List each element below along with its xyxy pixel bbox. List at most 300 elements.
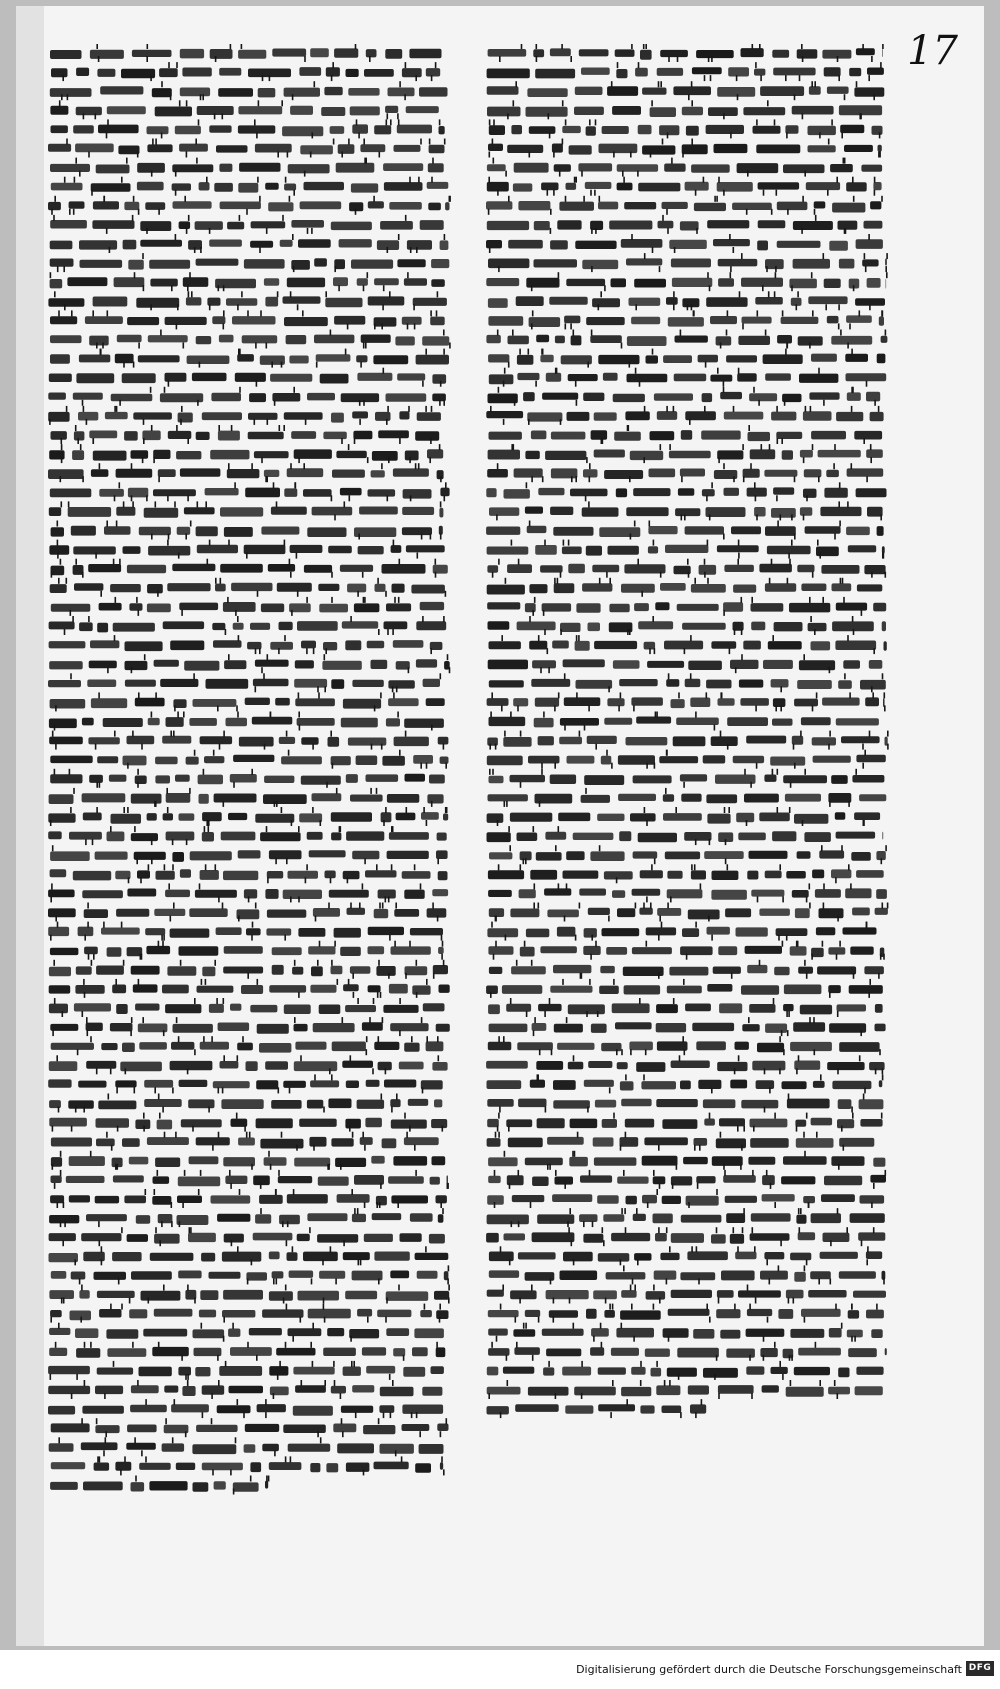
script-word (49, 794, 74, 804)
script-word (48, 298, 84, 307)
script-word (391, 545, 402, 553)
script-stroke (591, 266, 593, 272)
script-stroke (777, 438, 779, 444)
script-stroke (140, 954, 142, 960)
script-stroke (435, 559, 437, 565)
script-line (487, 463, 883, 482)
script-stroke (687, 559, 689, 565)
script-word (192, 373, 227, 381)
script-stroke (851, 349, 853, 355)
script-line (50, 941, 444, 960)
script-word (71, 526, 96, 536)
script-stroke (851, 463, 853, 469)
script-word (660, 583, 686, 591)
script-stroke (695, 922, 697, 928)
script-stroke (864, 750, 866, 756)
script-line (488, 1036, 881, 1055)
script-stroke (704, 572, 706, 578)
script-stroke (841, 1126, 843, 1132)
script-word (48, 202, 61, 210)
script-word (179, 603, 218, 611)
script-word (162, 985, 189, 994)
script-stroke (228, 463, 230, 469)
script-line (489, 845, 887, 864)
script-word (553, 527, 593, 536)
script-word (708, 107, 738, 116)
script-stroke (818, 368, 820, 374)
script-word (517, 373, 539, 380)
script-stroke (60, 1221, 62, 1227)
script-stroke (441, 935, 443, 941)
script-word (690, 1404, 706, 1413)
script-stroke (844, 673, 846, 679)
script-stroke (509, 1183, 511, 1189)
script-word (255, 814, 294, 823)
script-stroke (565, 196, 567, 202)
script-stroke (678, 1374, 680, 1380)
script-word (241, 985, 263, 994)
script-word (583, 469, 598, 477)
script-stroke (625, 1132, 627, 1138)
script-stroke (660, 81, 662, 87)
script-stroke (162, 941, 164, 947)
script-word (667, 1368, 697, 1377)
script-word (192, 1444, 236, 1454)
script-line (487, 1399, 707, 1418)
script-stroke (643, 44, 645, 49)
script-stroke (99, 1240, 101, 1246)
script-stroke (407, 323, 409, 329)
script-word (532, 1177, 549, 1187)
script-stroke (334, 941, 336, 947)
script-stroke (274, 1450, 276, 1456)
script-word (536, 1061, 563, 1070)
script-word (487, 547, 529, 555)
script-word (216, 927, 242, 935)
script-word (165, 890, 190, 898)
script-word (50, 1310, 62, 1317)
script-word (374, 1462, 409, 1470)
script-word (831, 1156, 864, 1166)
script-stroke (161, 81, 163, 87)
script-word (307, 527, 346, 537)
script-stroke (312, 132, 314, 138)
script-word (617, 1062, 628, 1069)
script-stroke (854, 1336, 856, 1342)
script-stroke (218, 425, 220, 431)
script-stroke (373, 196, 375, 202)
script-word (487, 813, 504, 823)
script-word (431, 279, 445, 287)
script-word (487, 1138, 501, 1147)
script-stroke (787, 209, 789, 215)
script-stroke (570, 323, 572, 329)
script-line (488, 310, 884, 329)
script-stroke (839, 521, 841, 527)
script-word (48, 412, 69, 422)
script-stroke (312, 807, 314, 813)
script-word (385, 106, 398, 113)
script-word (275, 698, 290, 706)
script-stroke (532, 610, 534, 616)
script-stroke (99, 782, 101, 788)
script-word (586, 317, 625, 325)
script-stroke (208, 1107, 210, 1113)
script-stroke (102, 343, 104, 349)
script-word (51, 1423, 90, 1432)
script-stroke (680, 1412, 682, 1418)
script-stroke (528, 419, 530, 425)
script-word (199, 1310, 216, 1318)
script-stroke (50, 896, 52, 902)
script-stroke (880, 954, 882, 960)
script-stroke (763, 1336, 765, 1342)
script-stroke (659, 1183, 661, 1189)
script-line (50, 330, 451, 349)
script-stroke (246, 209, 248, 215)
script-line (49, 1113, 447, 1132)
script-word (696, 1176, 715, 1183)
script-stroke (547, 648, 549, 654)
script-word (410, 1213, 433, 1221)
script-stroke (256, 381, 258, 387)
script-word (526, 107, 568, 117)
script-word (366, 1080, 380, 1087)
script-stroke (399, 750, 401, 756)
script-word (794, 1061, 820, 1070)
script-word (659, 756, 698, 763)
script-word (71, 1272, 86, 1280)
script-stroke (627, 425, 629, 431)
script-stroke (362, 572, 364, 578)
script-stroke (381, 323, 383, 329)
script-word (579, 49, 609, 56)
script-stroke (154, 1087, 156, 1093)
script-word (604, 871, 633, 879)
script-stroke (58, 1323, 60, 1329)
script-word (250, 1005, 277, 1013)
script-stroke (172, 839, 174, 845)
script-stroke (79, 171, 81, 177)
script-word (365, 1118, 382, 1127)
script-stroke (310, 1342, 312, 1348)
script-word (366, 1366, 395, 1374)
script-stroke (843, 597, 845, 603)
text-column-right (484, 44, 896, 1514)
script-stroke (119, 400, 121, 406)
script-stroke (87, 1030, 89, 1036)
script-word (432, 1062, 447, 1071)
script-word (134, 852, 166, 860)
script-stroke (738, 368, 740, 374)
script-stroke (170, 94, 172, 100)
script-stroke (576, 400, 578, 406)
script-stroke (60, 476, 62, 482)
script-word (120, 1062, 162, 1072)
script-word (489, 717, 526, 726)
script-word (358, 546, 384, 554)
script-stroke (524, 941, 526, 947)
script-stroke (588, 705, 590, 711)
script-stroke (509, 1259, 511, 1265)
script-word (340, 947, 361, 956)
script-stroke (337, 979, 339, 985)
script-word (131, 1482, 145, 1491)
script-word (706, 794, 737, 803)
script-line (48, 196, 451, 215)
script-stroke (640, 1380, 642, 1386)
script-line (50, 349, 449, 368)
script-stroke (784, 400, 786, 406)
script-stroke (349, 1126, 351, 1132)
script-stroke (290, 572, 292, 578)
script-stroke (700, 883, 702, 889)
script-stroke (311, 228, 313, 234)
script-word (649, 469, 676, 478)
script-word (345, 1291, 377, 1299)
script-word (671, 1233, 704, 1243)
script-word (727, 717, 768, 726)
script-word (579, 1214, 597, 1222)
script-word (299, 813, 322, 822)
script-stroke (620, 1259, 622, 1265)
script-stroke (447, 1183, 449, 1189)
script-word (188, 1233, 216, 1242)
script-stroke (723, 610, 725, 616)
script-word (88, 564, 121, 572)
script-stroke (668, 1336, 670, 1342)
script-stroke (515, 81, 517, 87)
script-stroke (879, 1049, 881, 1055)
script-stroke (823, 400, 825, 406)
script-stroke (286, 731, 288, 737)
script-stroke (173, 731, 175, 737)
script-stroke (575, 381, 577, 387)
script-stroke (804, 769, 806, 775)
script-stroke (864, 253, 866, 259)
script-stroke (350, 1336, 352, 1342)
script-stroke (366, 1036, 368, 1042)
script-word (288, 1444, 331, 1452)
script-word (870, 201, 881, 209)
script-stroke (669, 1380, 671, 1386)
script-stroke (802, 820, 804, 826)
script-stroke (246, 1132, 248, 1138)
script-word (374, 317, 397, 326)
script-stroke (74, 1259, 76, 1265)
script-stroke (209, 304, 211, 310)
script-word (724, 488, 740, 496)
script-stroke (341, 152, 343, 158)
script-stroke (567, 1221, 569, 1227)
script-stroke (617, 62, 619, 68)
script-word (763, 354, 803, 364)
script-stroke (695, 712, 697, 718)
script-line (487, 1113, 882, 1132)
script-word (314, 258, 327, 266)
script-stroke (688, 94, 690, 100)
script-stroke (440, 534, 442, 540)
script-stroke (161, 935, 163, 941)
script-word (337, 1194, 370, 1203)
script-stroke (605, 1298, 607, 1304)
script-stroke (362, 883, 364, 889)
script-word (696, 1041, 726, 1050)
script-word (264, 776, 294, 783)
script-word (122, 373, 156, 383)
script-stroke (398, 234, 400, 240)
script-stroke (207, 559, 209, 565)
script-word (486, 335, 500, 343)
script-line (489, 425, 883, 444)
script-stroke (92, 310, 94, 316)
script-word (235, 373, 266, 382)
script-word (331, 1386, 346, 1394)
script-word (743, 107, 785, 115)
script-stroke (734, 1068, 736, 1074)
script-word (512, 1195, 545, 1202)
script-stroke (681, 476, 683, 482)
script-stroke (439, 444, 441, 450)
script-stroke (506, 1355, 508, 1361)
script-word (655, 1233, 667, 1241)
script-word (345, 640, 361, 650)
script-word (379, 1405, 394, 1413)
script-word (838, 1099, 852, 1109)
script-word (732, 203, 772, 210)
script-stroke (823, 883, 825, 889)
script-stroke (631, 44, 633, 49)
script-word (553, 1080, 576, 1090)
script-stroke (421, 1017, 423, 1023)
script-line (49, 1437, 444, 1456)
script-stroke (211, 1418, 213, 1424)
script-stroke (174, 1399, 176, 1405)
script-line (487, 1380, 883, 1399)
script-stroke (121, 922, 123, 928)
script-stroke (286, 1304, 288, 1310)
script-stroke (312, 1361, 314, 1367)
script-word (248, 413, 278, 420)
script-word (129, 1157, 149, 1165)
script-word (331, 222, 372, 231)
script-stroke (668, 673, 670, 679)
script-word (666, 679, 679, 687)
script-word (413, 755, 433, 764)
script-line (50, 769, 445, 788)
script-stroke (666, 1227, 668, 1233)
script-stroke (341, 438, 343, 444)
script-line (489, 1017, 886, 1036)
script-stroke (264, 744, 266, 750)
script-word (374, 125, 391, 134)
script-word (855, 1386, 883, 1395)
script-stroke (123, 960, 125, 966)
script-stroke (283, 425, 285, 431)
script-word (113, 1175, 144, 1182)
script-word (656, 1099, 698, 1107)
script-stroke (222, 903, 224, 909)
script-word (488, 794, 528, 801)
script-word (849, 68, 861, 76)
script-word (333, 1424, 356, 1433)
script-word (726, 355, 757, 362)
script-word (598, 1404, 635, 1411)
script-stroke (727, 744, 729, 750)
script-word (553, 1100, 590, 1108)
script-stroke (186, 152, 188, 158)
script-stroke (295, 482, 297, 488)
script-word (796, 1215, 806, 1224)
script-word (829, 241, 848, 251)
script-stroke (534, 883, 536, 889)
script-word (602, 1119, 617, 1128)
script-word (547, 910, 579, 918)
script-line (486, 272, 887, 291)
script-stroke (364, 597, 366, 603)
script-word (226, 718, 248, 726)
script-stroke (515, 1317, 517, 1323)
script-stroke (716, 196, 718, 202)
script-stroke (88, 616, 90, 622)
script-stroke (447, 654, 449, 660)
script-stroke (311, 1278, 313, 1284)
script-stroke (330, 1246, 332, 1252)
script-word (223, 1157, 255, 1166)
script-stroke (75, 158, 77, 164)
script-word (680, 1081, 691, 1090)
script-stroke (844, 158, 846, 164)
script-word (182, 68, 211, 77)
script-word (765, 1024, 787, 1033)
script-word (181, 1119, 222, 1127)
script-stroke (388, 896, 390, 902)
script-stroke (600, 1323, 602, 1329)
script-stroke (287, 1221, 289, 1227)
script-stroke (549, 132, 551, 138)
script-stroke (364, 1202, 366, 1208)
script-stroke (828, 744, 830, 750)
script-word (866, 392, 880, 402)
script-word (329, 890, 369, 898)
script-stroke (426, 763, 428, 769)
script-word (707, 984, 732, 992)
script-word (50, 948, 79, 955)
script-word (489, 125, 505, 135)
script-word (308, 1309, 351, 1319)
script-word (747, 871, 758, 880)
script-word (759, 909, 790, 916)
script-stroke (396, 1094, 398, 1100)
script-word (417, 412, 441, 421)
script-word (180, 88, 210, 97)
script-word (89, 661, 117, 669)
script-stroke (137, 782, 139, 788)
script-stroke (621, 1323, 623, 1329)
script-stroke (371, 744, 373, 750)
script-word (420, 220, 444, 230)
script-stroke (583, 1221, 585, 1227)
script-stroke (881, 196, 883, 202)
script-stroke (720, 343, 722, 349)
script-word (291, 220, 324, 228)
script-stroke (367, 457, 369, 463)
script-word (611, 1348, 639, 1356)
script-stroke (551, 1049, 553, 1055)
script-line (51, 597, 444, 616)
script-stroke (630, 534, 632, 540)
script-word (530, 1080, 545, 1088)
